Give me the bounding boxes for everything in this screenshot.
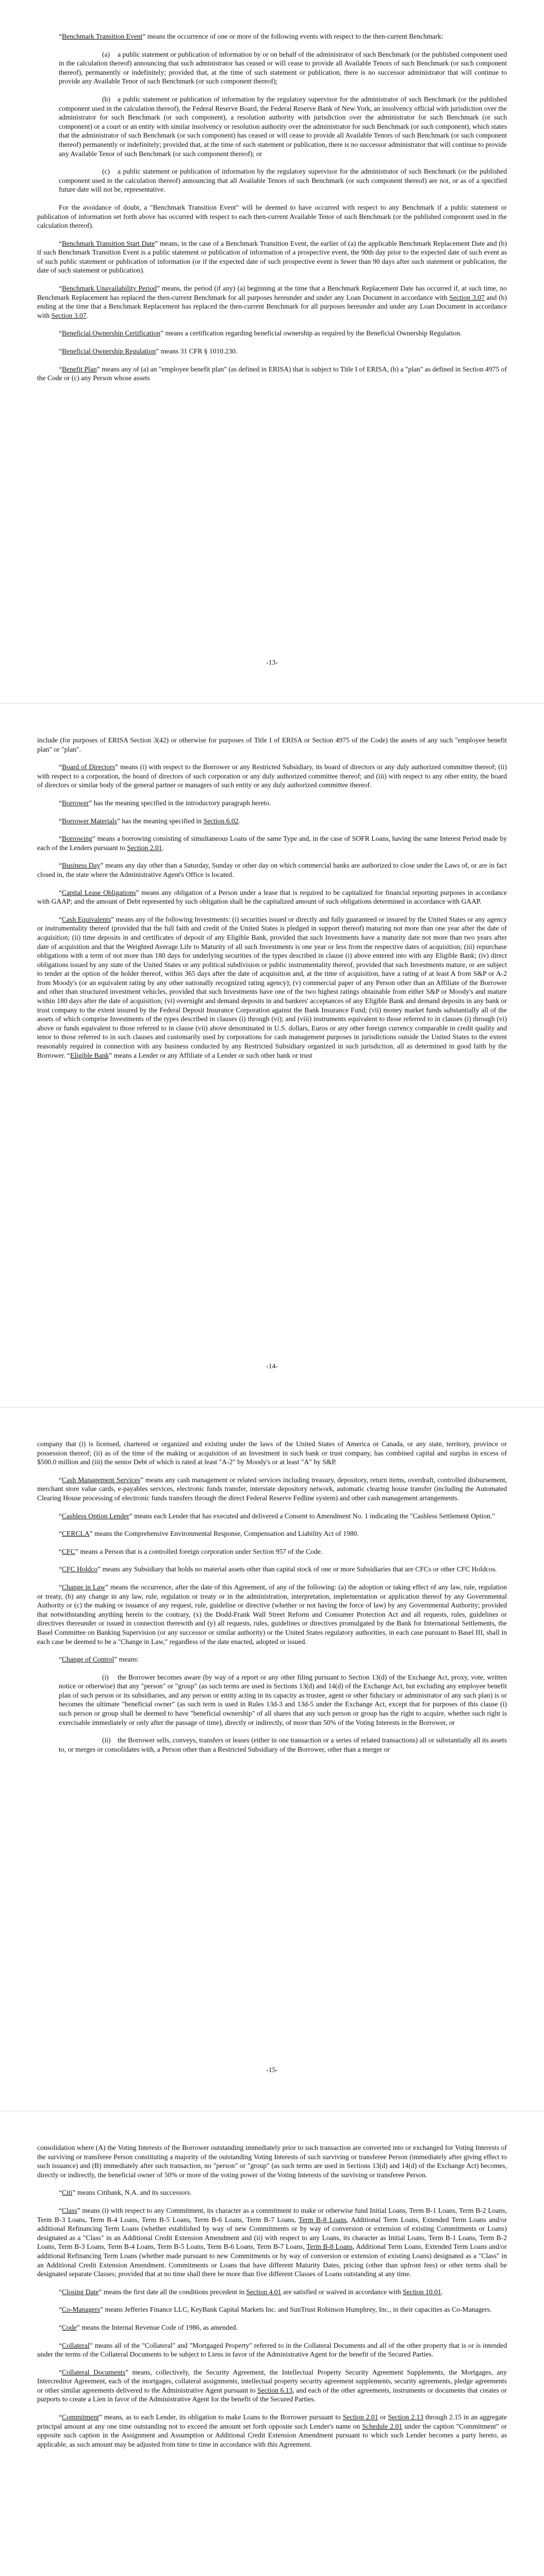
defined-term: Commitment — [62, 2413, 99, 2421]
definition-text: means, the period (if any) (a) beginning at the time that a Benchmark Replacement Date has occurred if, at such time, no Benchmark Replacement has replaced the then-current Benchmark for all purposes hereunder and under any Loan Document in accordance with Section 3.07 and (b) ending at the time that a Benchmark Replacement has replaced the then-current Benchmark for all purposes hereunder and under any Loan Document in accordance with Section 3.07. — [37, 284, 507, 319]
defined-term: Eligible Bank — [70, 1051, 109, 1059]
definition-paragraph: “Capital Lease Obligations” means any obligation of a Person under a lease that is required to be capitalized for financial reporting purposes in accordance with GAAP; and the amount of Debt represented by such obligation shall be the capitalized amount of such obligations determined in accordance with GAAP. — [37, 888, 507, 906]
definition-text: means any day other than a Saturday, Sunday or other day on which commercial banks are authorized to close under the Laws of, or are in fact closed in, the state where the Administrative Agent's Office is located. — [37, 861, 507, 878]
defined-term: Change in Law — [62, 1583, 106, 1591]
definition-text: means all of the "Collateral" and "Mortgaged Property" referred to in the Collateral Documents and all of the other property that is or is intended under the terms of the Collateral Documents to be subject to Liens in favor of the Administrative Agent for the benefit of the Secured Parties. — [37, 2341, 507, 2359]
clause-paragraph — [37, 95, 507, 158]
definition-paragraph: “Commitment” means, as to each Lender, its obligation to make Loans to the Borrower pursuant to Section 2.01 or Section 2.13 through 2.15 in an aggregate principal amount at any one time outstanding not to exceed the amount set forth opposite such Lender's name on Schedule 2.01 under the caption "Commitment" or opposite such caption in the Assignment and Assumption or Additional Credit Extension Amendment pursuant to which such Lender becomes a party hereto, as applicable, as such amount may be adjusted from time to time in accordance with this Agreement. — [37, 2413, 507, 2448]
definition-text: has the meaning specified in Section 6.02. — [120, 817, 240, 825]
body-paragraph: company that (i) is licensed, chartered or organized and existing under the laws of the United States of America or Canada, or any state, territory, province or possession thereof; (ii) as of the time of the making or acquisition of an Investment in such bank or trust company, has combined capital and surplus in excess of $500.0 million and (iii) the senior Debt of which is rated at least "A-2" by Moody's or at least "A" by S&P. — [37, 1440, 507, 1466]
body-paragraph: consolidation where (A) the Voting Interests of the Borrower outstanding immediately prior to such transaction are converted into or exchanged for Voting Interests of the surviving or transferee Person constituting a majority of the outstanding Voting Interests of such surviving or transferee Person (immediately after giving effect to such issuance) and (B) immediately after such transaction, no "person" or "group" (as such terms are used in Sections 13(d) and 14(d) of the Exchange Act) becomes, directly or indirectly, the beneficial owner of 50% or more of the voting power of the Voting Interests of the surviving or transferee Person. — [37, 2144, 507, 2179]
page-number: -13- — [266, 658, 278, 667]
defined-term: Benchmark Unavailability Period — [62, 284, 157, 293]
defined-term: Borrowing — [62, 835, 92, 843]
clause-text: a public statement or publication of information by the regulatory supervisor for the administrator of such Benchmark (or the published component used in the calculation thereof) announcing that all Available Tenors of such Benchmark (or such component thereof) are not, or as of a specified future date will not be, representative. — [59, 167, 507, 194]
clause-text: the Borrower sells, conveys, transfers or leases (either in one transaction or a series of related transactions) all or substantially all its assets to, or merges or consolidates with, a Person other than a Restricted Subsidiary of the Borrower, other than a merger or — [59, 1736, 507, 1753]
definition-text: means, in the case of a Benchmark Transition Event, the earlier of (a) the applicable Benchmark Replacement Date and (b) if such Benchmark Transition Event is a public statement or publication of information of a prospective event, the 90th day prior to the expected date of such event as of such public statement or publication of information (or if the expected date of such prospective event is fewer than 90 days after such statement or publication, the date of such statement or publication). — [37, 239, 507, 275]
definition-paragraph: “CERCLA” means the Comprehensive Environmental Response, Compensation and Liability Act of 1980. — [59, 1530, 359, 1538]
definition-text: means any obligation of a Person under a lease that is required to be capitalized for financial reporting purposes in accordance with GAAP; and the amount of Debt represented by such obligation shall be the capitalized amount of such obligations determined in accordance with GAAP. — [37, 888, 507, 906]
defined-term: Change of Control — [62, 1655, 114, 1664]
defined-term: Borrower Materials — [62, 817, 117, 825]
page-number: -14- — [266, 1362, 278, 1370]
definition-paragraph: “Collateral Documents” means, collectively, the Security Agreement, the Intellectual Property Security Agreement Supplements, the Mortgages, any Intercreditor Agreement, each of the mortgages, collateral assignments, intellectual property security agreement supplements, security agreements, pledge agreements or other similar agreements delivered to the Administrative Agent pursuant to Section 6.13, and each of the other agreements, instruments or documents that creates or purports to create a Lien in favor of the Administrative Agent for the benefit of the Secured Parties. — [37, 2368, 507, 2403]
definition-paragraph: “Benchmark Transition Event” means the occurrence of one or more of the following events with respect to the then-current Benchmark: — [59, 32, 443, 40]
definition-text: means the occurrence, after the date of this Agreement, of any of the following: (a) the adoption or taking effect of any law, rule, regulation or treaty, (b) any change in any law, rule, regulation or treaty or in the administration, interpretation, implementation or application thereof by any Governmental Authority or (c) the making or issuance of any request, rule, guideline or directive (whether or not having the force of law) by any Governmental Authority; provided that notwithstanding anything herein to the contrary, (x) the Dodd-Frank Wall Street Reform and Consumer Protection Act and all requests, rules, guidelines or directives thereunder or issued in connection therewith and (y) all requests, rules, guidelines or directives promulgated by the Bank for International Settlements, the Basel Committee on Banking Supervision (or any successor or similar authority) or the United States regulatory authorities, in each case pursuant to Basel III, shall in each case be deemed to be a "Change in Law," regardless of the date enacted, adopted or issued. — [37, 1583, 507, 1646]
clause-label: (c) — [102, 167, 110, 176]
definition-paragraph: “CFC” means a Person that is a controlled foreign corporation under Section 957 of the Code. — [59, 1547, 323, 1555]
definition-text: means the first date all the conditions precedent in Section 4.01 are satisfied or waived in accordance with Section 10.01. — [102, 2287, 443, 2296]
defined-term: Borrower — [62, 799, 89, 807]
body-paragraph: include (for purposes of ERISA Section 3(42) or otherwise for purposes of Title I of ERISA or Section 4975 of the Code) the assets of any such "employee benefit plan" or "plan". — [37, 736, 507, 753]
clause-label: (ii) — [102, 1736, 111, 1744]
clause-label: (a) — [102, 50, 110, 58]
definition-paragraph: “Beneficial Ownership Regulation” means 31 CFR § 1010.230. — [59, 347, 238, 355]
defined-term: Co-Managers — [62, 2306, 101, 2314]
definition-paragraph: “Co-Managers” means Jefferies Finance LLC, KeyBank Capital Markets Inc. and SunTrust Robinson Humphrey, Inc., in their capacities as Co-Managers. — [59, 2306, 492, 2314]
definition-paragraph: “Code” means the Internal Revenue Code of 1986, as amended. — [59, 2323, 238, 2331]
defined-term: CFC — [62, 1547, 75, 1555]
document-page — [0, 1408, 544, 2111]
definition-text: means the Comprehensive Environmental Response, Compensation and Liability Act of 1980. — [92, 1530, 359, 1538]
definition-text: means 31 CFR § 1010.230. — [159, 347, 238, 355]
document-page — [0, 2111, 544, 2576]
definition-paragraph: “Closing Date” means the first date all the conditions precedent in Section 4.01 are satisfied or waived in accordance with Section 10.01. — [59, 2287, 443, 2296]
defined-term: Cashless Option Lender — [62, 1512, 129, 1520]
definition-paragraph: “CFC Holdco” means any Subsidiary that holds no material assets other than capital stock of one or more Subsidiaries that are CFCs or other CFC Holdcos. — [59, 1565, 497, 1573]
definition-paragraph: “Benefit Plan” means any of (a) an "employee benefit plan" (as defined in ERISA) that is subject to Title I of ERISA, (b) a "plan" as defined in Section 4975 of the Code or (c) any Person whose assets — [37, 365, 507, 382]
definition-paragraph: “Change of Control” means: — [59, 1655, 139, 1664]
document-page — [0, 704, 544, 1407]
definition-text: means a Person that is a controlled foreign corporation under Section 957 of the Code. — [78, 1547, 323, 1555]
defined-term: Capital Lease Obligations — [62, 888, 136, 896]
definition-paragraph: “Benchmark Unavailability Period” means, the period (if any) (a) beginning at the time that a Benchmark Replacement Date has occurred if, at such time, no Benchmark Replacement has replaced the then-current Benchmark for all purposes hereunder and under any Loan Document in accordance with Section 3.07 and (b) ending at the time that a Benchmark Replacement has replaced the then-current Benchmark for all purposes hereunder and under any Loan Document in accordance with Section 3.07. — [37, 284, 507, 319]
defined-term: Collateral Documents — [62, 2368, 125, 2376]
clause-paragraph — [37, 1736, 507, 1754]
page-number: -15- — [266, 2066, 278, 2074]
definition-text: means (i) with respect to the Borrower or any Restricted Subsidiary, its board of directors or any duly authorized committee thereof; (ii) with respect to a corporation, the board of directors of such corporation or any duly authorized committee thereof; and (iii) with respect to any other entity, the board of directors or similar body of the general partner or managers of such entity or any duly authorized committee thereof. — [37, 763, 507, 789]
definition-text: means: — [117, 1655, 139, 1664]
clause-paragraph — [37, 50, 507, 86]
clause-text: the Borrower becomes aware (by way of a report or any other filing pursuant to Section 13(d) of the Exchange Act, proxy, vote, written notice or otherwise) that any "person" or "group" (as such terms are used in Sections 13(d) and 14(d) of the Exchange Act, but excluding any employee benefit plan of such person or its subsidiaries, and any person or entity acting in its capacity as trustee, agent or other fiduciary or administrator of any such plan) is or becomes the ultimate "beneficial owner" (as such term is used in Rules 13d-3 and 13d-5 under the Exchange Act, except that for purposes of this clause (i) such person or group shall be deemed to have "beneficial ownership" of all shares that any such person or group has the right to acquire, whether such right is exercisable immediately or only after the passage of time), directly or indirectly, of more than 50% of the Voting Interests in the Borrower, or — [59, 1673, 507, 1726]
definition-paragraph: “Beneficial Ownership Certification” means a certification regarding beneficial ownership as required by the Beneficial Ownership Regulation. — [59, 329, 462, 337]
definition-paragraph: “Citi” means Citibank, N.A. and its successors. — [59, 2189, 192, 2197]
definition-paragraph: “Cashless Option Lender” means each Lender that has executed and delivered a Consent to Amendment No. 1 indicating the "Cashless Settlement Option." — [59, 1512, 495, 1520]
definition-text: means any of (a) an "employee benefit plan" (as defined in ERISA) that is subject to Title I of ERISA, (b) a "plan" as defined in Section 4975 of the Code or (c) any Person whose assets — [37, 365, 507, 382]
defined-term: Collateral — [62, 2341, 90, 2349]
definition-paragraph: “Class” means (i) with respect to any Commitment, its character as a commitment to make or otherwise fund Initial Loans, Term B-1 Loans, Term B-2 Loans, Term B-3 Loans, Term B-4 Loans, Term B-5 Loans, Term B-6 Loans, Term B-7 Loans, Term B-8 Loans, Additional Term Loans, Extended Term Loans and/or additional Refinancing Term Loans (whether established by way of new Commitments or by way of conversion or extension of existing Commitments or Loans) designated as a "Class" in an Additional Credit Extension Amendment and (ii) with respect to any Loans, its character as Initial Loans, Term B-1 Loans, Term B-2 Loans, Term B-3 Loans, Term B-4 Loans, Term B-5 Loans, Term B-6 Loans, Term B-7 Loans, Term B-8 Loans, Additional Term Loans, Extended Term Loans and/or additional Refinancing Term Loans (whether made pursuant to new Commitments or by way of conversion or extension of existing Loans) designated as a "Class" in an Additional Credit Extension Amendment. Commitments or Loans that have different Maturity Dates, pricing (other than upfront fees) or other terms shall be designated separate Classes; provided that at no time shall there be more than five different Classes of Loans outstanding at any time. — [37, 2206, 507, 2278]
defined-term: Benefit Plan — [62, 365, 97, 373]
definition-paragraph: “Business Day” means any day other than a Saturday, Sunday or other day on which commercial banks are authorized to close under the Laws of, or are in fact closed in, the state where the Administrative Agent's Office is located. — [37, 861, 507, 878]
definition-paragraph: “Board of Directors” means (i) with respect to the Borrower or any Restricted Subsidiary, its board of directors or any duly authorized committee thereof; (ii) with respect to a corporation, the board of directors of such corporation or any duly authorized committee thereof; and (iii) with respect to any other entity, the board of directors or similar body of the general partner or managers of such entity or any duly authorized committee thereof. — [37, 763, 507, 789]
defined-term: Cash Equivalents — [62, 915, 111, 923]
defined-term: CFC Holdco — [62, 1565, 98, 1573]
defined-term: Citi — [62, 2189, 73, 2197]
clause-paragraph — [37, 167, 507, 194]
clause-label: (b) — [102, 95, 110, 103]
definition-text: means any cash management or related services including treasury, depository, return items, overdraft, controlled disbursement, merchant store value cards, e-payables services, electronic funds transfer, interstate depository network, automatic clearing house transfer (including the Automated Clearing House processing of electronic funds transfers through the direct Federal Reserve Fedline system) and other cash management arrangements. — [37, 1476, 507, 1502]
definition-text: means Citibank, N.A. and its successors. — [75, 2189, 192, 2197]
definition-paragraph: “Borrower” has the meaning specified in the introductory paragraph hereto. — [59, 799, 271, 807]
definition-text: means a certification regarding beneficial ownership as required by the Beneficial Ownership Regulation. — [163, 329, 462, 337]
page-content — [37, 2143, 507, 2449]
defined-term: Benchmark Transition Start Date — [62, 239, 155, 247]
body-paragraph: For the avoidance of doubt, a "Benchmark Transition Event" will be deemed to have occurred with respect to any Benchmark if a public statement or publication of information set forth above has occurred with respect to each then-current Available Tenor of such Benchmark (or the published component used in the calculation thereof). — [37, 203, 507, 230]
definition-paragraph: “Benchmark Transition Start Date” means, in the case of a Benchmark Transition Event, the earlier of (a) the applicable Benchmark Replacement Date and (b) if such Benchmark Transition Event is a public statement or publication of information of a prospective event, the 90th day prior to the expected date of such event as of such public statement or publication of information (or if the expected date of such prospective event is fewer than 90 days after such statement or publication, the date of such statement or publication). — [37, 239, 507, 275]
defined-term: Class — [62, 2206, 77, 2214]
clause-paragraph — [37, 1673, 507, 1727]
clause-text: a public statement or publication of information by or on behalf of the administrator of such Benchmark (or the published component used in the calculation thereof) announcing that such administrator has ceased or will cease to provide all Available Tenors of such Benchmark (or such component thereof), permanently or indefinitely; provided that, at the time of such statement or publication, there is no successor administrator that will continue to provide any Available Tenor of such Benchmark (or such component thereof); — [59, 50, 507, 86]
page-content — [37, 1439, 507, 1754]
definition-paragraph: “Cash Management Services” means any cash management or related services including treasury, depository, return items, overdraft, controlled disbursement, merchant store value cards, e-payables services, electronic funds transfer, interstate depository network, automatic clearing house transfer (including the Automated Clearing House processing of electronic funds transfers through the direct Federal Reserve Fedline system) and other cash management arrangements. — [37, 1476, 507, 1502]
page-content — [37, 32, 507, 383]
definition-text: means Jefferies Finance LLC, KeyBank Capital Markets Inc. and SunTrust Robinson Humphrey, Inc., in their capacities as Co-Managers. — [103, 2306, 492, 2314]
defined-term: Beneficial Ownership Certification — [62, 329, 161, 337]
definition-text: means the Internal Revenue Code of 1986, as amended. — [79, 2323, 238, 2331]
defined-term: Benchmark Transition Event — [62, 32, 143, 40]
definition-text: has the meaning specified in the introductory paragraph hereto. — [92, 799, 271, 807]
definition-text: means a borrowing consisting of simultaneous Loans of the same Type and, in the case of SOFR Loans, having the same Interest Period made by each of the Lenders pursuant to Section 2.01. — [37, 835, 507, 852]
definition-text: means, as to each Lender, its obligation to make Loans to the Borrower pursuant to Section 2.01 or Section 2.13 through 2.15 in an aggregate principal amount at any one time outstanding not to exceed the amount set forth opposite such Lender's name on Schedule 2.01 under the caption "Commitment" or opposite such caption in the Assignment and Assumption or Additional Credit Extension Amendment pursuant to which such Lender becomes a party hereto, as applicable, as such amount may be adjusted from time to time in accordance with this Agreement. — [37, 2413, 507, 2448]
definition-paragraph: “Borrower Materials” has the meaning specified in Section 6.02. — [59, 817, 240, 825]
defined-term: Code — [62, 2323, 77, 2331]
definition-text: means, collectively, the Security Agreement, the Intellectual Property Security Agreement Supplements, the Mortgages, any Intercreditor Agreement, each of the mortgages, collateral assignments, intellectual property security agreement supplements, security agreements, pledge agreements or other similar agreements delivered to the Administrative Agent pursuant to Section 6.13, and each of the other agreements, instruments or documents that creates or purports to create a Lien in favor of the Administrative Agent for the benefit of the Secured Parties. — [37, 2368, 507, 2403]
defined-term: Business Day — [62, 861, 101, 870]
defined-term: Beneficial Ownership Regulation — [62, 347, 156, 355]
page-content — [37, 736, 507, 1060]
definition-text: means any Subsidiary that holds no material assets other than capital stock of one or more Subsidiaries that are CFCs or other CFC Holdcos. — [101, 1565, 497, 1573]
definition-paragraph: “Borrowing” means a borrowing consisting of simultaneous Loans of the same Type and, in the case of SOFR Loans, having the same Interest Period made by each of the Lenders pursuant to Section 2.01. — [37, 835, 507, 852]
definition-text: means each Lender that has executed and delivered a Consent to Amendment No. 1 indicating the "Cashless Settlement Option." — [132, 1512, 495, 1520]
definition-paragraph: “Change in Law” means the occurrence, after the date of this Agreement, of any of the following: (a) the adoption or taking effect of any law, rule, regulation or treaty, (b) any change in any law, rule, regulation or treaty or in the administration, interpretation, implementation or application thereof by any Governmental Authority or (c) the making or issuance of any request, rule, guideline or directive (whether or not having the force of law) by any Governmental Authority; provided that notwithstanding anything herein to the contrary, (x) the Dodd-Frank Wall Street Reform and Consumer Protection Act and all requests, rules, guidelines or directives thereunder or issued in connection therewith and (y) all requests, rules, guidelines or directives promulgated by the Bank for International Settlements, the Basel Committee on Banking Supervision (or any successor or similar authority) or the United States regulatory authorities, in each case pursuant to Basel III, shall in each case be deemed to be a "Change in Law," regardless of the date enacted, adopted or issued. — [37, 1583, 507, 1646]
definition-text: means (i) with respect to any Commitment, its character as a commitment to make or otherwise fund Initial Loans, Term B-1 Loans, Term B-2 Loans, Term B-3 Loans, Term B-4 Loans, Term B-5 Loans, Term B-6 Loans, Term B-7 Loans, Term B-8 Loans, Additional Term Loans, Extended Term Loans and/or additional Refinancing Term Loans (whether established by way of new Commitments or by way of conversion or extension of existing Commitments or Loans) designated as a "Class" in an Additional Credit Extension Amendment and (ii) with respect to any Loans, its character as Initial Loans, Term B-1 Loans, Term B-2 Loans, Term B-3 Loans, Term B-4 Loans, Term B-5 Loans, Term B-6 Loans, Term B-7 Loans, Term B-8 Loans, Additional Term Loans, Extended Term Loans and/or additional Refinancing Term Loans (whether made pursuant to new Commitments or by way of conversion or extension of existing Loans) designated as a "Class" in an Additional Credit Extension Amendment. Commitments or Loans that have different Maturity Dates, pricing (other than upfront fees) or other terms shall be designated separate Classes; provided that at no time shall there be more than five different Classes of Loans outstanding at any time. — [37, 2206, 507, 2278]
document-page — [0, 0, 544, 703]
defined-term: Board of Directors — [62, 763, 116, 771]
definition-text: means the occurrence of one or more of the following events with respect to the then-current Benchmark: — [145, 32, 443, 40]
definition-paragraph: “Cash Equivalents” means any of the following Investments: (i) securities issued or directly and fully guaranteed or insured by the United States or any agency or instrumentality thereof (provided that the full faith and credit of the United States is pledged in support thereof) maturing not more than one year after the date of acquisition; (ii) time deposits in and certificates of deposit of any Eligible Bank, provided that such Investments have a maturity date not more than two years after date of acquisition and that the Weighted Average Life to Maturity of all such Investments is one year or less from the respective dates of acquisition; (iii) repurchase obligations with a term of not more than 180 days for underlying securities of the types described in clause (i) above entered into with any Eligible Bank; (iv) direct obligations issued by any state of the United States or any political subdivision or public instrumentality thereof, provided that such Investments mature, or are subject to tender at the option of the holder thereof, within 365 days after the date of acquisition and, at the time of acquisition, have a rating of at least A from S&P or A-2 from Moody's (or an equivalent rating by any other nationally recognized rating agency); (v) commercial paper of any Person other than an Affiliate of the Borrower and other than structured investment vehicles, provided that such Investments have one of the two highest ratings obtainable from either S&P or Moody's and mature within 180 days after the date of acquisition; (vi) overnight and demand deposits in and bankers' acceptances of any Eligible Bank and demand deposits in any bank or trust company to the extent insured by the Federal Deposit Insurance Corporation against the Bank Insurance Fund; (vii) money market funds substantially all of the assets of which comprise Investments of the types described in clauses (i) through (vi); and (viii) instruments equivalent to those referred to in clauses (i) through (vi) above or funds equivalent to those referred to in clause (vii) above denominated in U.S. dollars, Euros or any other foreign currency comparable in credit quality and tenor to those referred to in such clauses and customarily used by corporations for cash management purposes in jurisdictions outside the United States to the extent reasonably required in connection with any business conducted by any Restricted Subsidiary organized in such jurisdiction, all as determined in good faith by the Borrower. “Eligible Bank” means a Lender or any Affiliate of a Lender or such other bank or trust — [37, 915, 507, 1059]
defined-term: CERCLA — [62, 1530, 90, 1538]
defined-term: Cash Management Services — [62, 1476, 140, 1484]
clause-text: a public statement or publication of information by the regulatory supervisor for the administrator of such Benchmark (or the published component used in the calculation thereof), the Federal Reserve Board, the Federal Reserve Bank of New York, an insolvency official with jurisdiction over the administrator for such Benchmark (or such component), a resolution authority with jurisdiction over the administrator for such Benchmark (or such component) or a court or an entity with similar insolvency or resolution authority over the administrator for such Benchmark (or such component), which states that the administrator of such Benchmark (or such component) has ceased or will cease to provide all Available Tenors of such Benchmark (or such component thereof) permanently or indefinitely; provided that, at the time of such statement or publication, there is no successor administrator that will continue to provide any Available Tenor of such Benchmark (or such component thereof); or — [59, 95, 507, 158]
definition-text: means any of the following Investments: (i) securities issued or directly and fully guaranteed or insured by the United States or any agency or instrumentality thereof (provided that the full faith and credit of the United States is pledged in support thereof) maturing not more than one year after the date of acquisition; (ii) time deposits in and certificates of deposit of any Eligible Bank, provided that such Investments have a maturity date not more than two years after date of acquisition and that the Weighted Average Life to Maturity of all such Investments is one year or less from the respective dates of acquisition; (iii) repurchase obligations with a term of not more than 180 days for underlying securities of the types described in clause (i) above entered into with any Eligible Bank; (iv) direct obligations issued by any state of the United States or any political subdivision or public instrumentality thereof, provided that such Investments mature, or are subject to tender at the option of the holder thereof, within 365 days after the date of acquisition and, at the time of acquisition, have a rating of at least A from S&P or A-2 from Moody's (or an equivalent rating by any other nationally recognized rating agency); (v) commercial paper of any Person other than an Affiliate of the Borrower and other than structured investment vehicles, provided that such Investments have one of the two highest ratings obtainable from either S&P or Moody's and mature within 180 days after the date of acquisition; (vi) overnight and demand deposits in and bankers' acceptances of any Eligible Bank and demand deposits in any bank or trust company to the extent insured by the Federal Deposit Insurance Corporation against the Bank Insurance Fund; (vii) money market funds substantially all of the assets of which comprise Investments of the types described in clauses (i) through (vi); and (viii) instruments equivalent to those referred to in clauses (i) through (vi) above or funds equivalent to those referred to in clause (vii) above denominated in U.S. dollars, Euros or any other foreign currency comparable in credit quality and tenor to those referred to in such clauses and customarily used by corporations for cash management purposes in jurisdictions outside the United States to the extent reasonably required in connection with any business conducted by any Restricted Subsidiary organized in such jurisdiction, all as determined in good faith by the Borrower. — [37, 915, 507, 1059]
defined-term: Closing Date — [62, 2287, 99, 2296]
definition-text: means a Lender or any Affiliate of a Lender or such other bank or trust — [112, 1051, 312, 1059]
definition-paragraph: “Collateral” means all of the "Collateral" and "Mortgaged Property" referred to in the Collateral Documents and all of the other property that is or is intended under the terms of the Collateral Documents to be subject to Liens in favor of the Administrative Agent for the benefit of the Secured Parties. — [37, 2341, 507, 2359]
clause-label: (i) — [102, 1673, 109, 1681]
